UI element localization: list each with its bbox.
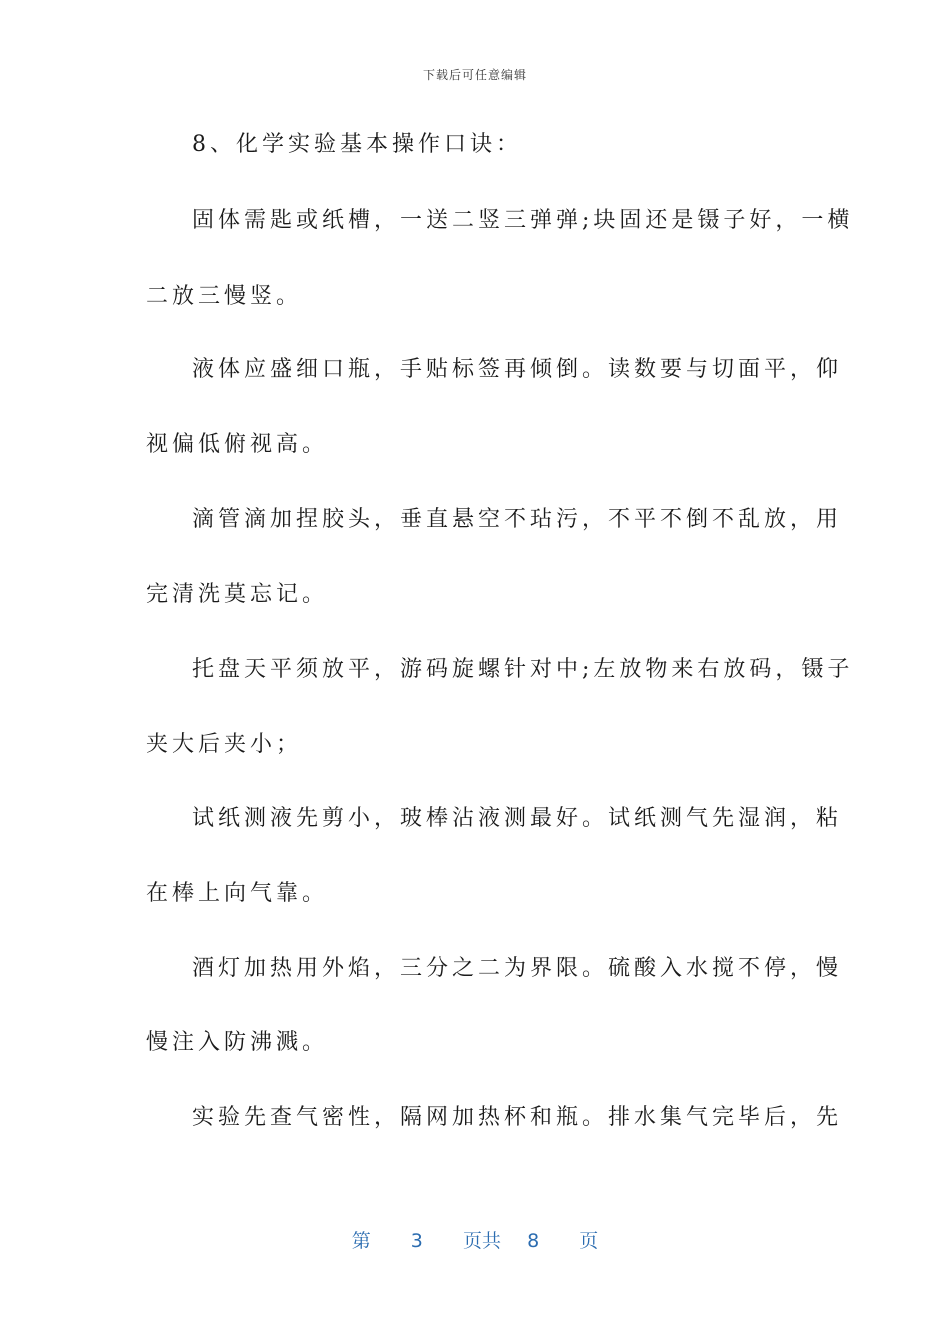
text-line: 试纸测液先剪小，玻棒沾液测最好。试纸测气先湿润，粘 [192, 806, 843, 831]
total-pages-number: 8 [527, 1230, 540, 1252]
header-note: 下载后可任意编辑 [422, 68, 527, 82]
page-label-prefix: 第 [351, 1230, 371, 1252]
text-line: 酒灯加热用外焰，三分之二为界限。硫酸入水搅不停，慢 [192, 956, 843, 981]
text-line: 实验先查气密性，隔网加热杯和瓶。排水集气完毕后，先 [192, 1105, 843, 1130]
text-line: 慢注入防沸溅。 [146, 1030, 329, 1055]
text-line: 二放三慢竖。 [146, 284, 303, 309]
text-line: 滴管滴加捏胶头，垂直悬空不玷污，不平不倒不乱放，用 [192, 507, 843, 532]
text-line: 固体需匙或纸槽，一送二竖三弹弹;块固还是镊子好，一横 [192, 208, 854, 233]
text-line: 视偏低俯视高。 [146, 432, 329, 457]
page-label-suffix: 页 [579, 1230, 599, 1252]
text-line: 夹大后夹小； [146, 732, 303, 757]
page-footer [0, 1226, 950, 1253]
text-line: 液体应盛细口瓶，手贴标签再倾倒。读数要与切面平，仰 [192, 357, 843, 382]
current-page-number: 3 [410, 1230, 423, 1252]
text-line: 托盘天平须放平，游码旋螺针对中;左放物来右放码，镊子 [192, 657, 854, 682]
page-label-mid: 页共 [462, 1230, 501, 1252]
section-heading: 8、化学实验基本操作口诀： [192, 132, 522, 157]
text-line: 在棒上向气靠。 [146, 881, 329, 906]
text-line: 完清洗莫忘记。 [146, 582, 329, 607]
